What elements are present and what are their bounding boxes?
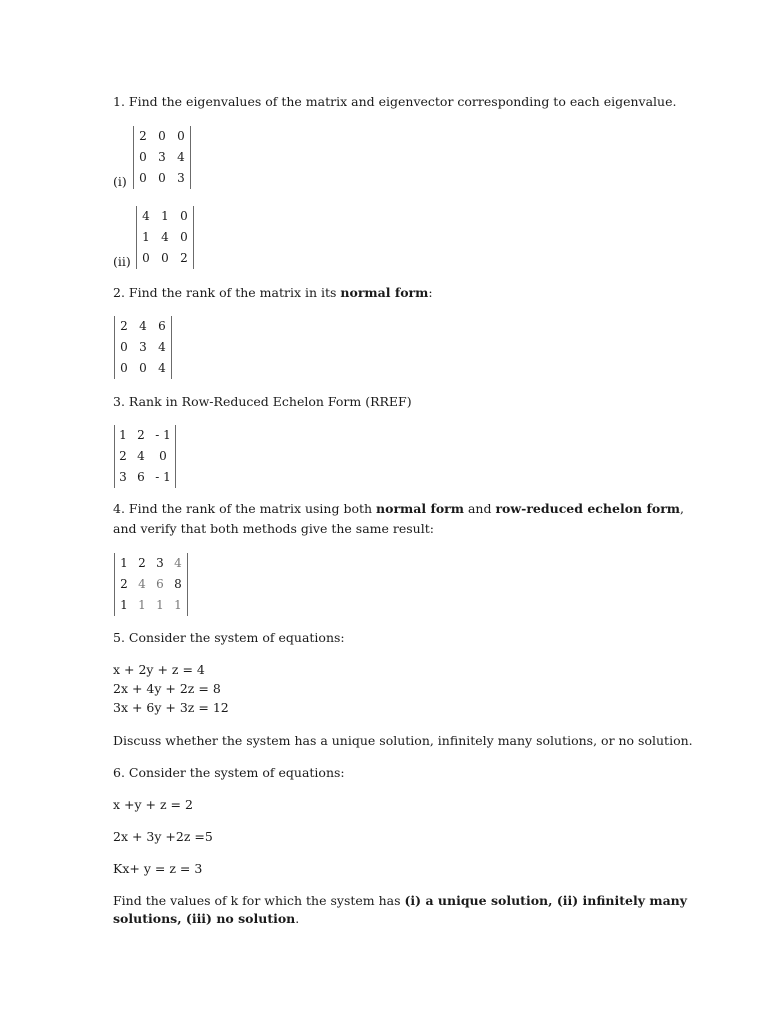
matrix-cell: 0	[159, 449, 167, 463]
question-4-mid: and	[464, 501, 496, 516]
matrix-cell: 0	[120, 340, 128, 354]
matrix-cell: 1	[142, 230, 150, 244]
question-2-text	[113, 284, 433, 302]
part-i-label: (i)	[113, 174, 127, 189]
matrix-cell: 2	[120, 577, 128, 591]
matrix-cell: 0	[177, 129, 185, 143]
q6-line-2-post: .	[295, 911, 300, 926]
q5-discuss-text: Discuss whether the system has a unique solution, infinitely many solutions, or no solution.	[113, 733, 693, 748]
question-4-bold-1: normal form	[376, 501, 464, 516]
matrix-cell: 6	[158, 319, 166, 333]
matrix-q1-i	[133, 126, 191, 189]
matrix-cell: 4	[174, 556, 182, 570]
q6-find-line-2	[113, 910, 299, 928]
q6-equation-1: x +y + z = 2	[113, 797, 193, 812]
matrix-cell: 0	[120, 361, 128, 375]
matrix-cell: 2	[120, 319, 128, 333]
question-5-text: 5. Consider the system of equations:	[113, 630, 345, 645]
matrix-cell: 0	[142, 251, 150, 265]
q6-equation-3: Kx+ y = z = 3	[113, 861, 203, 876]
part-ii-label: (ii)	[113, 254, 131, 269]
matrix-cell: 6	[137, 470, 145, 484]
question-2-post: :	[428, 285, 433, 300]
matrix-cell: 0	[158, 171, 166, 185]
matrix-cell: 4	[137, 449, 145, 463]
matrix-cell: 3	[119, 470, 127, 484]
question-4-post: ,	[680, 501, 684, 516]
matrix-cell: 1	[120, 556, 128, 570]
q5-equation-2: 2x + 4y + 2z = 8	[113, 681, 221, 696]
q5-equation-3: 3x + 6y + 3z = 12	[113, 700, 229, 715]
q6-equation-2: 2x + 3y +2z =5	[113, 829, 213, 844]
q5-equation-1: x + 2y + z = 4	[113, 662, 205, 677]
question-1-text: 1. Find the eigenvalues of the matrix and eigenvector corresponding to each eigenvalue.	[113, 94, 677, 109]
question-4-text	[113, 500, 684, 518]
matrix-cell: 1	[161, 209, 169, 223]
question-4-bold-2: row-reduced echelon form	[495, 501, 681, 516]
q6-line-2-bold: solutions, (iii) no solution	[113, 911, 296, 926]
matrix-q2	[114, 316, 172, 379]
matrix-cell: 4	[158, 361, 166, 375]
matrix-cell: 4	[177, 150, 185, 164]
matrix-cell: 3	[158, 150, 166, 164]
matrix-cell: 2	[139, 129, 147, 143]
question-4-pre: 4. Find the rank of the matrix using both	[113, 501, 377, 516]
matrix-cell: 6	[156, 577, 164, 591]
matrix-cell: 0	[180, 230, 188, 244]
question-2-pre: 2. Find the rank of the matrix in its	[113, 285, 341, 300]
matrix-cell: 3	[177, 171, 185, 185]
matrix-cell: 1	[138, 598, 146, 612]
question-3-text: 3. Rank in Row-Reduced Echelon Form (RREF)	[113, 394, 412, 409]
matrix-cell: 0	[139, 361, 147, 375]
matrix-cell: 4	[138, 577, 146, 591]
matrix-cell: 4	[158, 340, 166, 354]
q6-find-bold: (i) a unique solution, (ii) infinitely many	[404, 893, 688, 908]
matrix-cell: - 1	[155, 470, 171, 484]
matrix-cell: 0	[161, 251, 169, 265]
matrix-q3	[114, 425, 176, 488]
matrix-cell: 2	[138, 556, 146, 570]
matrix-q1-ii	[136, 206, 194, 269]
matrix-cell: 2	[180, 251, 188, 265]
matrix-cell: 2	[119, 449, 127, 463]
matrix-cell: 1	[174, 598, 182, 612]
matrix-cell: 0	[139, 171, 147, 185]
matrix-q4	[114, 553, 188, 616]
matrix-cell: 3	[156, 556, 164, 570]
matrix-cell: 1	[156, 598, 164, 612]
matrix-cell: 8	[174, 577, 182, 591]
matrix-cell: 1	[119, 428, 127, 442]
matrix-cell: 4	[139, 319, 147, 333]
matrix-cell: 0	[180, 209, 188, 223]
question-6-text: 6. Consider the system of equations:	[113, 765, 345, 780]
matrix-cell: 1	[120, 598, 128, 612]
matrix-cell: 4	[161, 230, 169, 244]
matrix-cell: 2	[137, 428, 145, 442]
matrix-cell: 3	[139, 340, 147, 354]
q6-find-text	[113, 892, 687, 910]
matrix-cell: 0	[139, 150, 147, 164]
matrix-cell: 4	[142, 209, 150, 223]
question-4-line-2: and verify that both methods give the same result:	[113, 521, 434, 536]
question-2-bold: normal form	[340, 285, 429, 300]
matrix-cell: 0	[158, 129, 166, 143]
q6-find-pre: Find the values of k for which the system has	[113, 893, 405, 908]
matrix-cell: - 1	[155, 428, 171, 442]
